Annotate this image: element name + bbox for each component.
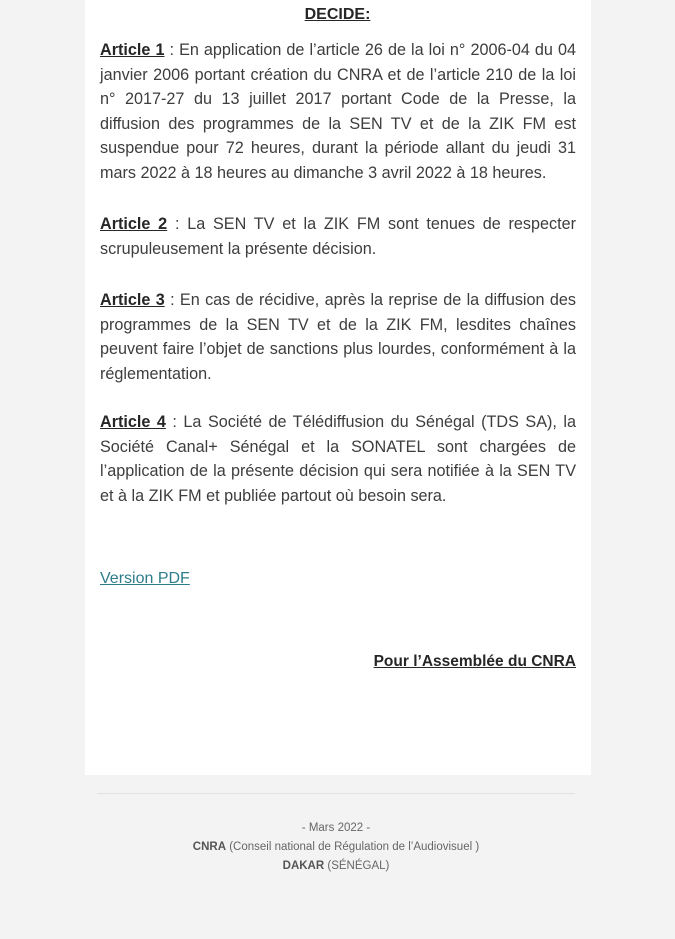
article-2 (100, 212, 576, 261)
article-4-label: Article 4 (100, 413, 166, 431)
footer-organization (97, 841, 575, 853)
article-3-label: Article 3 (100, 291, 165, 309)
footer-country: (SÉNÉGAL) (324, 860, 390, 872)
footer-location (97, 860, 575, 872)
signature: Pour l’Assemblée du CNRA (373, 653, 576, 670)
article-1 (100, 38, 576, 185)
footer-date: - Mars 2022 - (301, 822, 371, 834)
article-3 (100, 288, 576, 386)
footer (97, 793, 575, 889)
article-2-text: : La SEN TV et la ZIK FM sont tenues de respecter scrupuleusement la présente décision. (100, 215, 577, 258)
footer-city: DAKAR (282, 860, 325, 872)
decision-heading: DECIDE: (304, 6, 371, 23)
article-4-text: : La Société de Télédiffusion du Sénégal (TDS SA), la Société Canal+ Sénégal et la SONATEL sont chargées de l’application de la présente décision qui sera notifiée à la SEN TV et à la ZIK FM et publiée partout où besoin sera. (100, 413, 576, 505)
footer-org-full: (Conseil national de Régulation de l’Audiovisuel ) (226, 841, 480, 853)
article-3-text: : En cas de récidive, après la reprise de la diffusion des programmes de la SEN TV et de la ZIK FM, lesdites chaînes peuvent faire l’objet de sanctions plus lourdes, conformément à la réglementation. (100, 291, 576, 383)
article-1-label: Article 1 (100, 41, 165, 59)
version-pdf-link[interactable]: Version PDF (100, 570, 190, 587)
article-4 (100, 410, 576, 508)
article-1-text: : En application de l’article 26 de la loi n° 2006-04 du 04 janvier 2006 portant création du CNRA et de l’article 210 de la loi n° 2017-27 du 13 juillet 2017 portant Code de la Presse, la diffusion des programmes de la SEN TV et de la ZIK FM est suspendue pour 72 heures, durant la période allant du jeudi 31 mars 2022 à 18 heures au dimanche 3 avril 2022 à 18 heures. (100, 41, 576, 182)
footer-org-abbr: CNRA (192, 841, 227, 853)
article-2-label: Article 2 (100, 215, 168, 233)
